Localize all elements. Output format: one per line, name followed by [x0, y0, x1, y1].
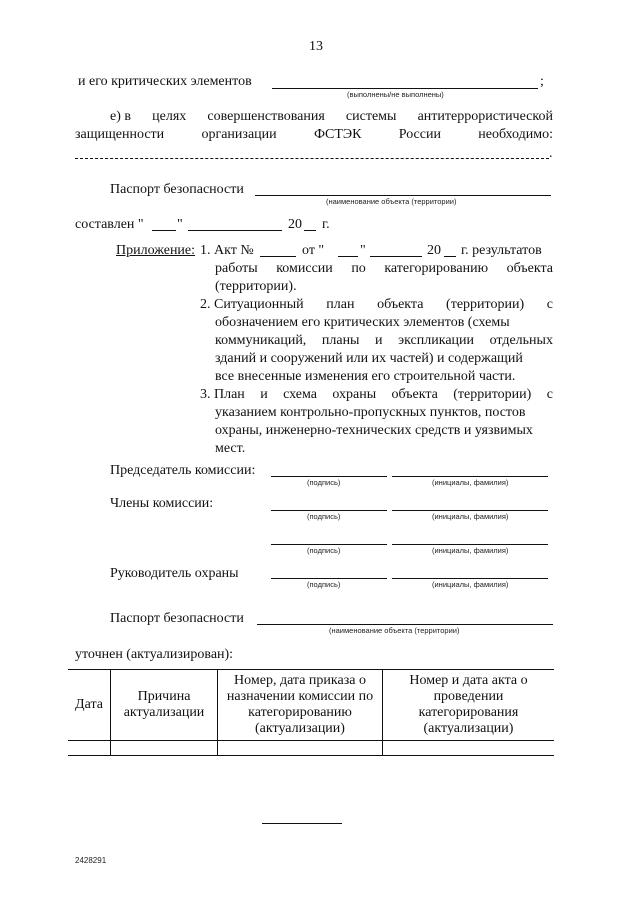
- para-e-w8: ФСТЭК: [313, 127, 362, 142]
- composed-prefix: составлен ": [75, 217, 144, 232]
- member2-sign-line: [271, 544, 387, 545]
- doc-number: 2428291: [75, 856, 107, 865]
- member1-name-caption: (инициалы, фамилия): [432, 512, 509, 521]
- members-label: Члены комиссии:: [110, 496, 214, 511]
- col-reason: Причина актуализации: [111, 670, 218, 741]
- chairman-name-line: [392, 476, 548, 477]
- member1-sign-line: [271, 510, 387, 511]
- page-number: 13: [309, 39, 323, 54]
- updated-label: уточнен (актуализирован):: [75, 647, 234, 662]
- critical-elements-caption: (выполнены/не выполнены): [347, 90, 444, 99]
- end-separator: [262, 823, 342, 824]
- item2-row4: зданий и сооружений или их частей) и содержащий: [215, 351, 523, 366]
- item1-row2: [215, 260, 553, 277]
- para-e-w10: необходимо:: [478, 127, 553, 142]
- item1-w3: по: [351, 261, 366, 276]
- col-act: Номер и дата акта о проведении категорирования (актуализации): [383, 670, 555, 741]
- item2-row1: [200, 296, 553, 313]
- passport2-line: [257, 624, 553, 625]
- item1-c: ": [360, 243, 366, 258]
- para-e-row1: [110, 108, 553, 125]
- para-e-fill-line: [75, 158, 549, 159]
- para-e-row2: [75, 126, 553, 143]
- item1-w5: объекта: [506, 261, 553, 276]
- passport2-caption: (наименование объекта (территории): [329, 626, 460, 635]
- table-cell: [218, 741, 383, 756]
- item2-w4: (территории): [446, 297, 525, 312]
- item3-row1: [200, 386, 553, 403]
- item3-w6: (территории): [453, 387, 532, 402]
- composed-day-line: [152, 230, 176, 231]
- passport1-label: Паспорт безопасности: [110, 182, 244, 197]
- item1-year-line: [444, 256, 456, 257]
- chairman-sign-caption: (подпись): [307, 478, 341, 487]
- item1-b: от ": [302, 243, 325, 258]
- para-e-end: .: [549, 146, 553, 161]
- critical-elements-label: и его критических элементов: [78, 74, 252, 89]
- para-e-w2: целях: [152, 109, 187, 124]
- para-e-w6: защищенности: [75, 127, 165, 142]
- chairman-sign-line: [271, 476, 387, 477]
- item1-row3: (территории).: [215, 279, 297, 294]
- chairman-name-caption: (инициалы, фамилия): [432, 478, 509, 487]
- security-name-line: [392, 578, 548, 579]
- col-order: Номер, дата приказа о назначении комиссии по категорированию (актуализации): [218, 670, 383, 741]
- para-e-w7: организации: [201, 127, 277, 142]
- item2-w10: отдельных: [489, 333, 553, 348]
- item2-w6: коммуникаций,: [215, 333, 307, 348]
- composed-year-line: [304, 230, 316, 231]
- item2-w7: планы: [321, 333, 360, 348]
- composed-quote: ": [177, 217, 183, 232]
- item2-w1: 2. Ситуационный: [200, 297, 304, 312]
- critical-elements-line: [272, 88, 538, 89]
- table-cell: [111, 741, 218, 756]
- member2-sign-caption: (подпись): [307, 546, 341, 555]
- para-e-w9: России: [398, 127, 441, 142]
- item3-w1: 3. План: [200, 387, 245, 402]
- col-date: Дата: [68, 670, 111, 741]
- update-table: [68, 669, 554, 756]
- composed-end: г.: [322, 217, 330, 232]
- item1-number-line: [260, 256, 296, 257]
- security-sign-line: [271, 578, 387, 579]
- item3-w3: схема: [283, 387, 317, 402]
- item1-d: 20: [427, 243, 441, 258]
- member2-name-line: [392, 544, 548, 545]
- table-row: [68, 741, 554, 756]
- chairman-label: Председатель комиссии:: [110, 463, 256, 478]
- security-name-caption: (инициалы, фамилия): [432, 580, 509, 589]
- item3-row2: указанием контрольно-пропускных пунктов, постов: [215, 405, 526, 420]
- item3-w5: объекта: [391, 387, 438, 402]
- para-e-w5: антитеррористической: [417, 109, 553, 124]
- item2-row5: все внесенные изменения его строительной части.: [215, 369, 516, 384]
- item2-w9: экспликации: [398, 333, 475, 348]
- item3-w4: охраны: [332, 387, 377, 402]
- item2-w2: план: [326, 297, 355, 312]
- item1-a: 1. Акт №: [200, 243, 254, 258]
- security-head-label: Руководитель охраны: [110, 566, 239, 581]
- item3-w2: и: [260, 387, 268, 402]
- passport1-line: [255, 195, 551, 196]
- item2-row3: [215, 332, 553, 349]
- item3-row3: охраны, инженерно-технических средств и уязвимых: [215, 423, 533, 438]
- critical-elements-end: ;: [540, 74, 544, 89]
- item3-row4: мест.: [215, 441, 246, 456]
- item3-w7: с: [546, 387, 553, 402]
- item1-w1: работы: [215, 261, 258, 276]
- item1-w2: комиссии: [276, 261, 333, 276]
- member1-sign-caption: (подпись): [307, 512, 341, 521]
- composed-year: 20: [288, 217, 302, 232]
- para-e-w3: совершенствования: [207, 109, 325, 124]
- table-cell: [68, 741, 111, 756]
- item1-day-line: [338, 256, 358, 257]
- member2-name-caption: (инициалы, фамилия): [432, 546, 509, 555]
- item2-row2: обозначением его критических элементов (схемы: [215, 315, 510, 330]
- item1-w4: категорированию: [384, 261, 489, 276]
- item2-w8: и: [375, 333, 383, 348]
- security-sign-caption: (подпись): [307, 580, 341, 589]
- composed-month-line: [188, 230, 282, 231]
- member1-name-line: [392, 510, 548, 511]
- para-e-w1: е) в: [110, 109, 131, 124]
- appendix-label: Приложение:: [116, 243, 196, 258]
- item2-w3: объекта: [377, 297, 424, 312]
- para-e-w4: системы: [345, 109, 397, 124]
- item1-month-line: [370, 256, 422, 257]
- passport1-caption: (наименование объекта (территории): [326, 197, 457, 206]
- item2-w5: с: [546, 297, 553, 312]
- table-header-row: [68, 670, 554, 741]
- table-cell: [383, 741, 555, 756]
- item1-e: г. результатов: [461, 243, 542, 258]
- passport2-label: Паспорт безопасности: [110, 611, 244, 626]
